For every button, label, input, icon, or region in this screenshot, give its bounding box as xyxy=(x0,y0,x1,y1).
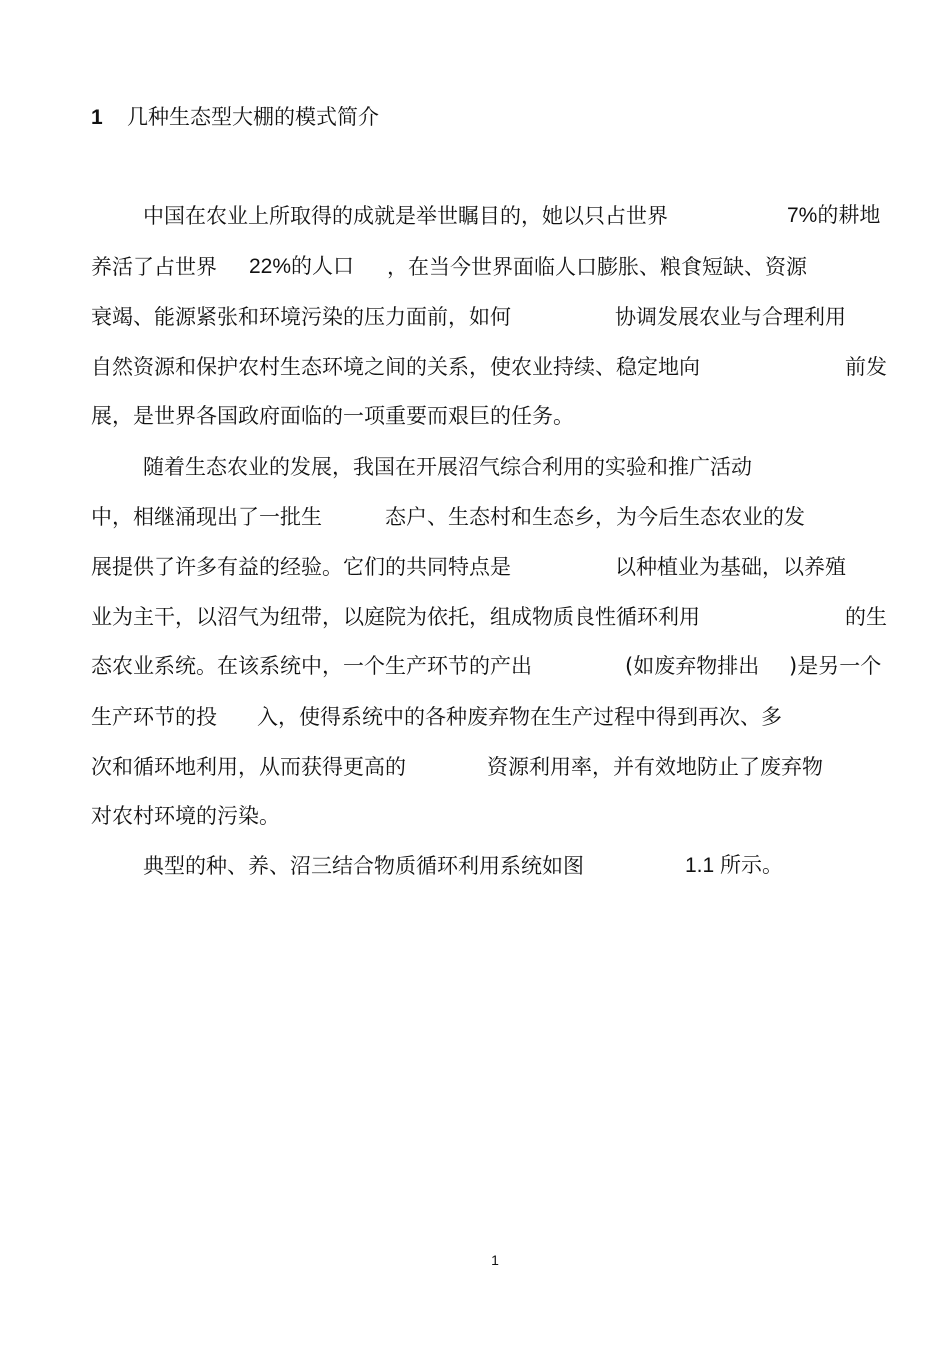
text-segment: 对农村环境的污染。 xyxy=(91,804,280,828)
text-segment: 前发 xyxy=(845,355,887,379)
text-segment: ，在当今世界面临人口膨胀、粮食短缺、资源 xyxy=(387,255,807,279)
text-segment: 展，是世界各国政府面临的一项重要而艰巨的任务。 xyxy=(91,404,574,428)
text-segment: 资源利用率，并有效地防止了废弃物 xyxy=(487,755,823,779)
section-number: 1 xyxy=(91,106,103,129)
text-segment: 中国在农业上所取得的成就是举世瞩目的，她以只占世界 xyxy=(143,204,668,228)
text-segment: 入，使得系统中的各种废弃物在生产过程中得到再次、多 xyxy=(257,705,782,729)
text-segment: 7%的耕地 xyxy=(787,204,881,227)
text-segment: 随着生态农业的发展，我国在开展沼气综合利用的实验和推广活动 xyxy=(143,455,752,479)
text-segment: 业为主干，以沼气为纽带，以庭院为依托，组成物质良性循环利用 xyxy=(91,605,700,629)
text-segment: 养活了占世界 xyxy=(91,255,217,279)
text-segment: 自然资源和保护农村生态环境之间的关系，使农业持续、稳定地向 xyxy=(91,355,700,379)
text-segment: 次和循环地利用，从而获得更高的 xyxy=(91,755,406,779)
text-segment: 衰竭、能源紧张和环境污染的压力面前，如何 xyxy=(91,305,511,329)
section-title: 几种生态型大棚的模式简介 xyxy=(127,105,379,129)
text-segment: 以种植业为基础，以养殖 xyxy=(615,555,846,579)
text-segment: 态户、生态村和生态乡，为今后生态农业的发 xyxy=(385,505,805,529)
text-segment: 22%的人口 xyxy=(249,255,355,278)
section-heading xyxy=(91,102,379,133)
text-segment: )是另一个 xyxy=(789,654,882,678)
text-segment: (如废弃物排出 xyxy=(625,654,760,678)
text-segment: 生产环节的投 xyxy=(91,705,217,729)
text-segment: 态农业系统。在该系统中，一个生产环节的产出 xyxy=(91,654,532,678)
text-segment: 的生 xyxy=(845,605,887,629)
text-segment: 1.1 所示。 xyxy=(685,854,784,877)
text-segment: 典型的种、养、沼三结合物质循环利用系统如图 xyxy=(143,854,584,878)
text-segment: 展提供了许多有益的经验。它们的共同特点是 xyxy=(91,555,511,579)
page-number: 1 xyxy=(491,1252,499,1268)
text-segment: 中，相继涌现出了一批生 xyxy=(91,505,322,529)
text-segment: 协调发展农业与合理利用 xyxy=(615,305,846,329)
